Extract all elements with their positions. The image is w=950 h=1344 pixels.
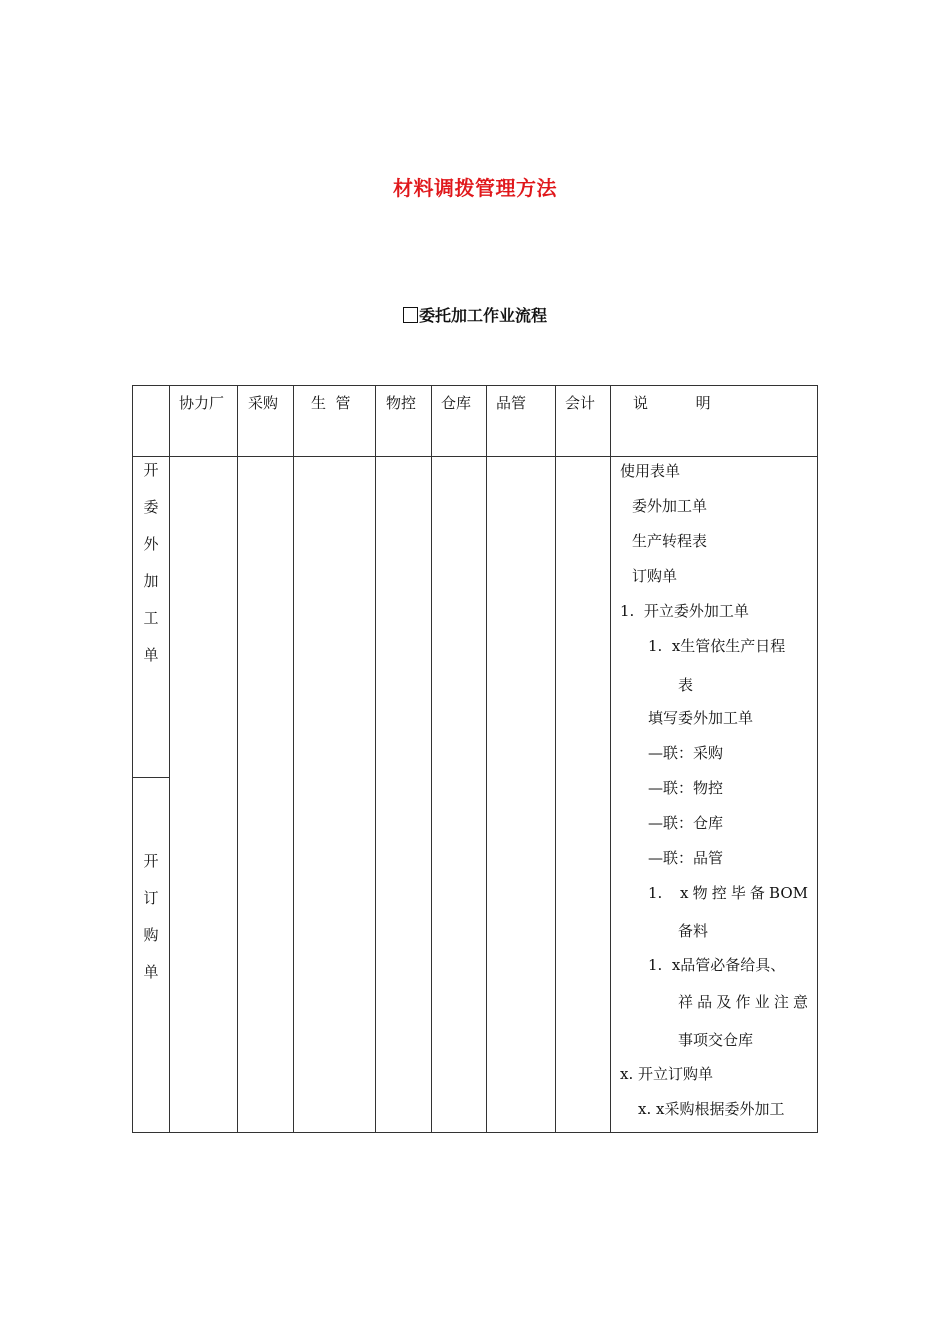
description-line: 1. 开立委外加工单 <box>620 602 749 620</box>
section-heading <box>0 303 950 326</box>
description-line: 填写委外加工单 <box>648 709 754 727</box>
description-line: x. x采购根据委外加工 <box>638 1100 785 1118</box>
description-line: 1. x品管必备给具、 <box>648 956 786 974</box>
description-line: —联：品管 <box>648 849 724 867</box>
description-line: 祥品及作业注意 <box>678 993 808 1011</box>
column-divider <box>555 386 556 1132</box>
description-line: 订购单 <box>632 567 678 585</box>
description-line: 1. x物控毕备BOM <box>648 884 808 902</box>
description-line: 1. x生管依生产日程 <box>648 637 786 655</box>
phase-open-purchase-order: 开 订 购 单 <box>143 852 159 981</box>
description-line: —联：仓库 <box>648 814 724 832</box>
description-line: 生产转程表 <box>632 532 708 550</box>
column-divider <box>431 386 432 1132</box>
header-quality-control: 品管 <box>496 394 527 412</box>
column-divider <box>486 386 487 1132</box>
description-line: —联：采购 <box>648 744 724 762</box>
header-row-divider <box>133 456 817 457</box>
section-heading-text: 委托加工作业流程 <box>418 306 547 325</box>
header-material-control: 物控 <box>386 394 417 412</box>
column-divider <box>610 386 611 1132</box>
column-divider <box>169 386 170 1132</box>
phase-open-outsourcing-order: 开 委 外 加 工 单 <box>143 461 159 664</box>
description-line: 表 <box>678 676 694 694</box>
header-warehouse: 仓库 <box>441 394 472 412</box>
description-line: 备料 <box>678 922 709 940</box>
header-description: 说 明 <box>633 394 711 412</box>
description-line: 使用表单 <box>620 462 681 480</box>
phase-divider <box>133 777 169 778</box>
workflow-table <box>132 385 818 1133</box>
description-line: 事项交仓库 <box>678 1031 754 1049</box>
checkbox-square-icon <box>403 307 418 323</box>
description-line: 委外加工单 <box>632 497 708 515</box>
column-divider <box>375 386 376 1132</box>
description-line: —联：物控 <box>648 779 724 797</box>
column-divider <box>237 386 238 1132</box>
column-divider <box>293 386 294 1132</box>
header-accounting: 会计 <box>565 394 596 412</box>
header-cooperating-factory: 协力厂 <box>179 394 225 412</box>
description-line: x. 开立订购单 <box>620 1065 713 1083</box>
document-title: 材料调拨管理方法 <box>393 176 557 200</box>
header-production-control: 生 管 <box>311 394 351 412</box>
header-purchasing: 采购 <box>248 394 279 412</box>
